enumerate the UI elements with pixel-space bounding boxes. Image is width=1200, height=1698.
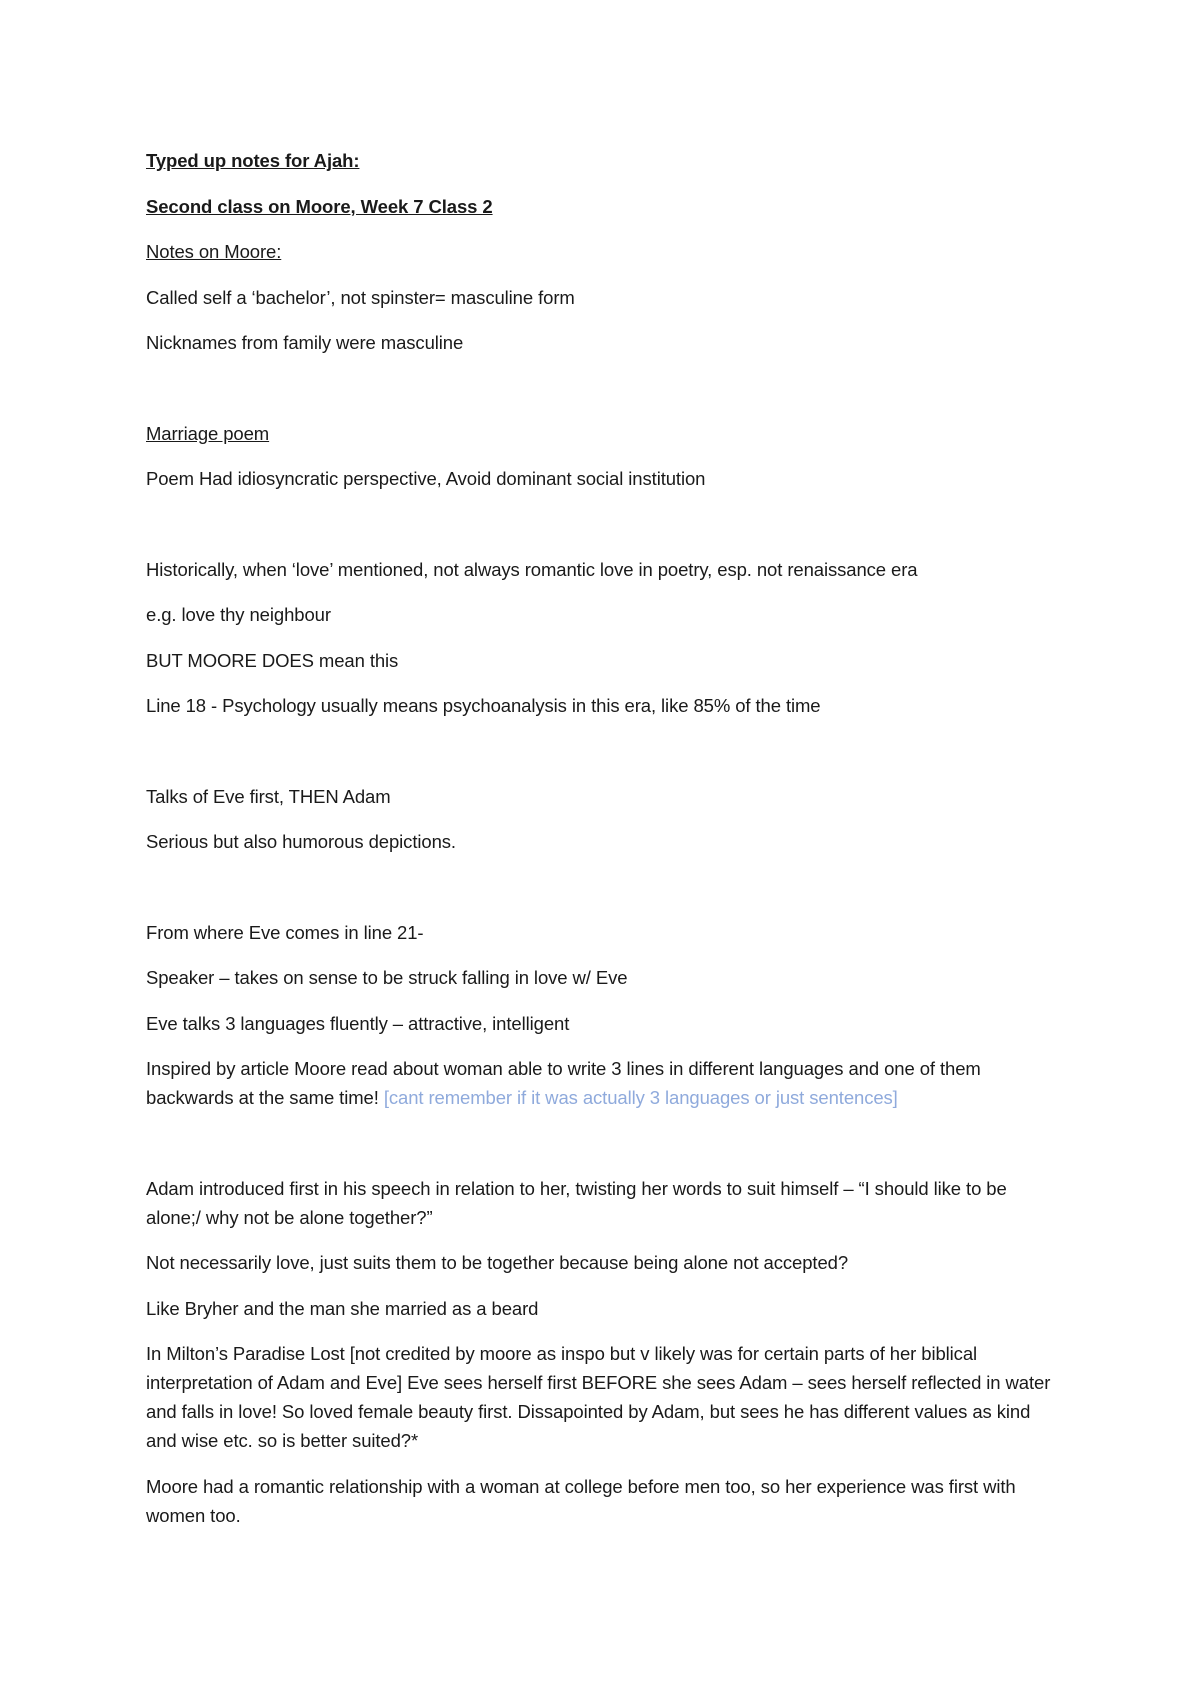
note-line: Not necessarily love, just suits them to be together because being alone not accepted? [146, 1252, 849, 1273]
note-line: Historically, when ‘love’ mentioned, not always romantic love in poetry, esp. not renaissance era [146, 558, 918, 580]
note-paragraph-inspired [146, 1054, 1051, 1112]
note-line: Line 18 - Psychology usually means psychoanalysis in this era, like 85% of the time [146, 695, 821, 716]
document-subtitle: Second class on Moore, Week 7 Class 2 [146, 195, 493, 217]
note-line: Like Bryher and the man she married as a beard [146, 1297, 539, 1319]
note-line: Nicknames from family were masculine [146, 332, 464, 353]
document-title: Typed up notes for Ajah: [146, 150, 360, 171]
document-body [146, 146, 1051, 1546]
paragraph-gap [146, 374, 1051, 419]
paragraph-gap [146, 510, 1051, 555]
paragraph-gap [146, 737, 1051, 782]
note-paragraph: Adam introduced first in his speech in relation to her, twisting her words to suit himself – “I should like to be alone;/ why not be alone together?” [146, 1177, 1007, 1228]
paragraph-gap [146, 873, 1051, 918]
note-line: Eve talks 3 languages fluently – attractive, intelligent [146, 1012, 570, 1034]
inspired-side-note: [cant remember if it was actually 3 languages or just sentences] [383, 1087, 898, 1108]
section-heading-notes: Notes on Moore: [146, 241, 282, 262]
note-paragraph: In Milton’s Paradise Lost [not credited by moore as inspo but v likely was for certain parts of her biblical interpretation of Adam and Eve] Eve sees herself first BEFORE she sees Adam – sees herself reflected in water and falls in love! So loved female beauty first. Dissapointed by Adam, but sees he has different values as kind and wise etc. so is better suited?* [146, 1343, 1051, 1451]
inspired-text: Inspired by article Moore read about woman able to write 3 lines in different languages and one of them backwards at the same time! [146, 1058, 981, 1108]
note-line: Called self a ‘bachelor’, not spinster= masculine form [146, 286, 575, 308]
note-line: From where Eve comes in line 21- [146, 921, 424, 943]
note-line: Talks of Eve first, THEN Adam [146, 785, 391, 807]
note-line: Poem Had idiosyncratic perspective, Avoid dominant social institution [146, 468, 706, 489]
note-line: Serious but also humorous depictions. [146, 831, 456, 852]
section-heading-marriage: Marriage poem [146, 422, 270, 444]
note-paragraph: Moore had a romantic relationship with a woman at college before men too, so her experience was first with women too. [146, 1475, 1016, 1526]
note-line: e.g. love thy neighbour [146, 604, 331, 625]
note-line: Speaker – takes on sense to be struck falling in love w/ Eve [146, 967, 628, 988]
note-line: BUT MOORE DOES mean this [146, 649, 399, 671]
paragraph-gap [146, 1129, 1051, 1174]
